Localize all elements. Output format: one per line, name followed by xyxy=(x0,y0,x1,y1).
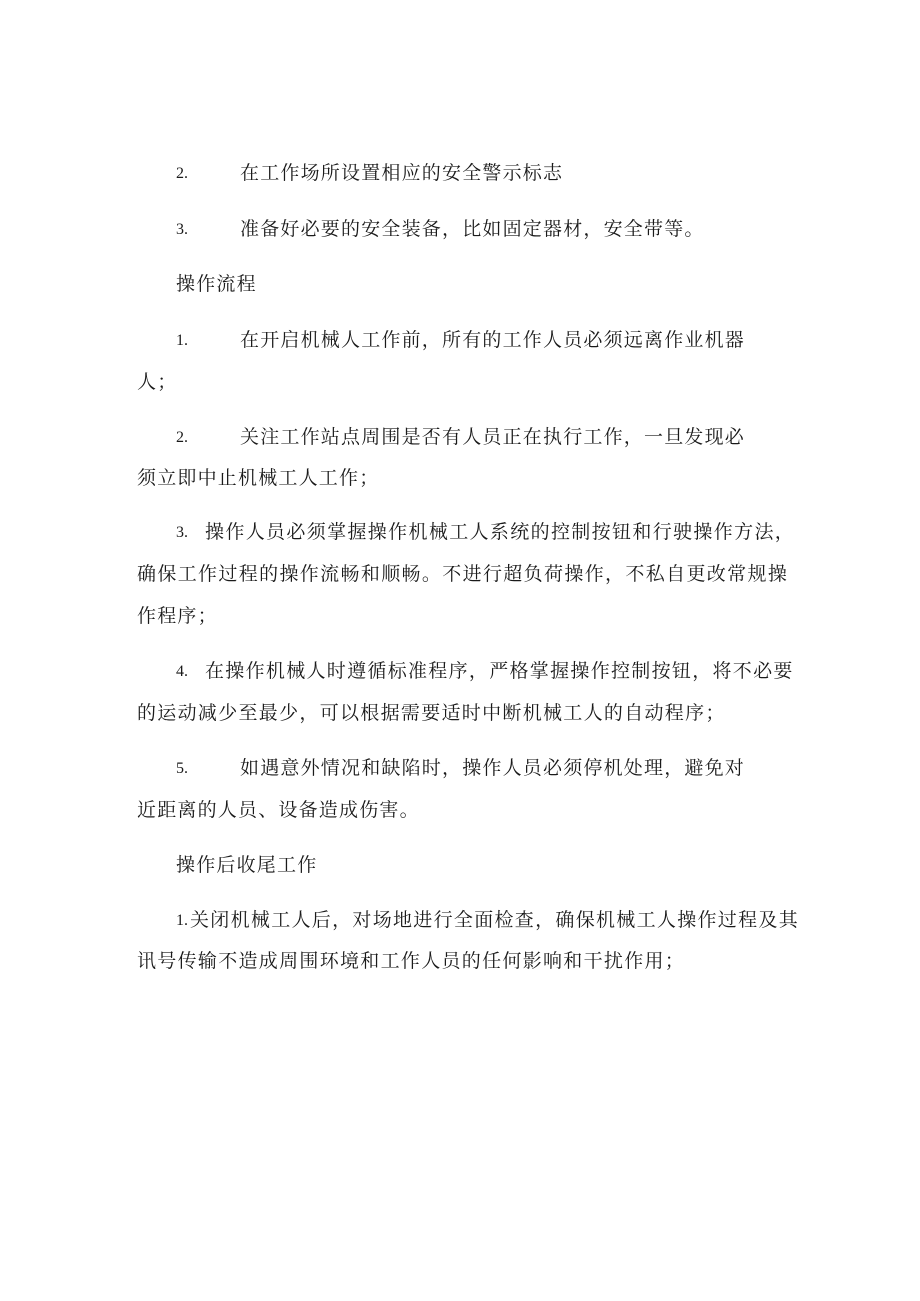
section-heading-operation: 操作流程 xyxy=(176,273,257,295)
list-item-text: 准备好必要的安全装备，比如固定器材，安全带等。 xyxy=(240,218,705,240)
section-heading-after: 操作后收尾工作 xyxy=(176,854,318,876)
list-number: 4. xyxy=(176,663,188,680)
list-number: 5. xyxy=(176,760,188,777)
list-item-text: 如遇意外情况和缺陷时，操作人员必须停机处理，避免对 xyxy=(240,757,746,779)
list-item-text-continued: 人； xyxy=(137,371,178,393)
list-item-text-continued: 确保工作过程的操作流畅和顺畅。不进行超负荷操作，不私自更改常规操 xyxy=(137,563,789,585)
list-item-text-continued: 近距离的人员、设备造成伤害。 xyxy=(137,799,420,821)
list-item-text: 在操作机械人时遵循标准程序，严格掌握操作控制按钮，将不必要 xyxy=(205,660,794,682)
list-item-text-continued: 的运动减少至最少，可以根据需要适时中断机械工人的自动程序； xyxy=(137,702,726,724)
list-item-text: 在开启机械人工作前，所有的工作人员必须远离作业机器 xyxy=(240,329,746,351)
list-number: 3. xyxy=(176,221,188,238)
list-number: 1. xyxy=(176,912,188,929)
list-item-text: 关注工作站点周围是否有人员正在执行工作，一旦发现必 xyxy=(240,426,746,448)
list-item-text: 关闭机械工人后，对场地进行全面检查，确保机械工人操作过程及其 xyxy=(190,909,800,931)
list-number: 3. xyxy=(176,524,188,541)
list-item-text: 在工作场所设置相应的安全警示标志 xyxy=(240,162,564,184)
list-number: 1. xyxy=(176,332,188,349)
list-number: 2. xyxy=(176,165,188,182)
list-item-text: 操作人员必须掌握操作机械工人系统的控制按钮和行驶操作方法， xyxy=(205,521,796,543)
list-item-text-continued: 作程序； xyxy=(137,605,218,627)
list-item-text-continued: 讯号传输不造成周围环境和工作人员的任何影响和干扰作用； xyxy=(137,950,686,972)
list-item-text-continued: 须立即中止机械工人工作； xyxy=(137,467,380,489)
list-number: 2. xyxy=(176,429,188,446)
